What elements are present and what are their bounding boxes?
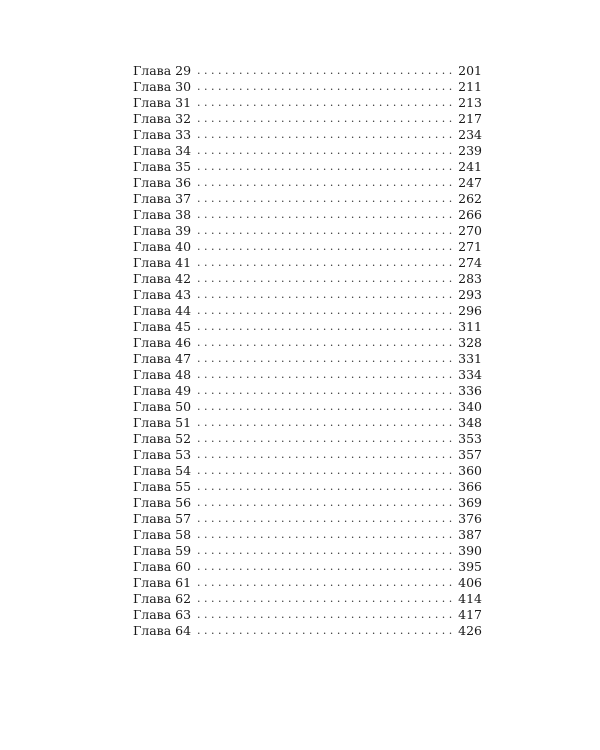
- toc-entry-title: Глава 58: [133, 527, 192, 542]
- dot-leader: [197, 351, 455, 367]
- dot-leader: [197, 575, 455, 591]
- toc-entry-page-number: 274: [458, 255, 482, 270]
- toc-entry-page-number: 348: [458, 415, 482, 430]
- toc-entry-page-number: 234: [458, 127, 482, 142]
- toc-entry[interactable]: [133, 63, 482, 79]
- toc-entry-title: Глава 29: [133, 63, 192, 78]
- dot-leader: [197, 127, 455, 143]
- dot-leader: [197, 559, 455, 575]
- toc-entry-page-number: 387: [458, 527, 482, 542]
- toc-entry-page-number: 331: [458, 351, 482, 366]
- dot-leader: [197, 319, 455, 335]
- toc-entry-title: Глава 45: [133, 319, 192, 334]
- dot-leader: [197, 63, 455, 79]
- dot-leader: [197, 303, 455, 319]
- toc-entry-title: Глава 60: [133, 559, 192, 574]
- toc-entry[interactable]: [133, 143, 482, 159]
- toc-entry[interactable]: [133, 367, 482, 383]
- toc-entry-title: Глава 37: [133, 191, 192, 206]
- toc-entry-page-number: 328: [458, 335, 482, 350]
- toc-entry-page-number: 201: [458, 63, 482, 78]
- dot-leader: [197, 591, 455, 607]
- toc-entry-title: Глава 64: [133, 623, 192, 638]
- dot-leader: [197, 431, 455, 447]
- toc-entry-title: Глава 41: [133, 255, 192, 270]
- toc-entry-page-number: 266: [458, 207, 482, 222]
- toc-entry-title: Глава 54: [133, 463, 192, 478]
- dot-leader: [197, 463, 455, 479]
- toc-entry-page-number: 334: [458, 367, 482, 382]
- toc-entry-title: Глава 52: [133, 431, 192, 446]
- toc-entry-page-number: 369: [458, 495, 482, 510]
- toc-entry[interactable]: [133, 207, 482, 223]
- dot-leader: [197, 159, 455, 175]
- toc-entry[interactable]: [133, 351, 482, 367]
- toc-entry-page-number: 414: [458, 591, 482, 606]
- toc-entry[interactable]: [133, 527, 482, 543]
- toc-entry-title: Глава 36: [133, 175, 192, 190]
- toc-entry-title: Глава 31: [133, 95, 192, 110]
- toc-entry-page-number: 390: [458, 543, 482, 558]
- toc-entry[interactable]: [133, 463, 482, 479]
- toc-entry-page-number: 217: [458, 111, 482, 126]
- table-of-contents: [133, 63, 482, 639]
- dot-leader: [197, 287, 455, 303]
- dot-leader: [197, 623, 455, 639]
- toc-entry[interactable]: [133, 127, 482, 143]
- toc-entry-page-number: 241: [458, 159, 482, 174]
- dot-leader: [197, 447, 455, 463]
- toc-entry-title: Глава 42: [133, 271, 192, 286]
- toc-entry[interactable]: [133, 79, 482, 95]
- dot-leader: [197, 607, 455, 623]
- dot-leader: [197, 255, 455, 271]
- toc-entry[interactable]: [133, 191, 482, 207]
- toc-entry-page-number: 262: [458, 191, 482, 206]
- toc-entry-title: Глава 46: [133, 335, 192, 350]
- toc-entry-page-number: 357: [458, 447, 482, 462]
- toc-entry-title: Глава 33: [133, 127, 192, 142]
- dot-leader: [197, 143, 455, 159]
- toc-entry[interactable]: [133, 175, 482, 191]
- dot-leader: [197, 239, 455, 255]
- dot-leader: [197, 175, 455, 191]
- dot-leader: [197, 271, 455, 287]
- toc-entry-page-number: 340: [458, 399, 482, 414]
- dot-leader: [197, 511, 455, 527]
- toc-entry[interactable]: [133, 159, 482, 175]
- toc-entry-title: Глава 50: [133, 399, 192, 414]
- dot-leader: [197, 479, 455, 495]
- dot-leader: [197, 95, 455, 111]
- toc-entry[interactable]: [133, 383, 482, 399]
- toc-entry[interactable]: [133, 255, 482, 271]
- toc-entry-title: Глава 40: [133, 239, 192, 254]
- toc-entry[interactable]: [133, 575, 482, 591]
- toc-entry[interactable]: [133, 431, 482, 447]
- toc-entry-title: Глава 57: [133, 511, 192, 526]
- toc-entry-page-number: 270: [458, 223, 482, 238]
- dot-leader: [197, 383, 455, 399]
- toc-entry[interactable]: [133, 303, 482, 319]
- toc-entry-title: Глава 39: [133, 223, 192, 238]
- toc-entry-page-number: 395: [458, 559, 482, 574]
- toc-entry[interactable]: [133, 495, 482, 511]
- toc-entry[interactable]: [133, 287, 482, 303]
- toc-entry-title: Глава 55: [133, 479, 192, 494]
- toc-entry-title: Глава 63: [133, 607, 192, 622]
- toc-entry-page-number: 271: [458, 239, 482, 254]
- toc-entry-page-number: 366: [458, 479, 482, 494]
- toc-entry-title: Глава 62: [133, 591, 192, 606]
- toc-entry-page-number: 406: [458, 575, 482, 590]
- dot-leader: [197, 543, 455, 559]
- toc-entry[interactable]: [133, 223, 482, 239]
- toc-entry-title: Глава 30: [133, 79, 192, 94]
- toc-entry[interactable]: [133, 623, 482, 639]
- toc-entry[interactable]: [133, 95, 482, 111]
- dot-leader: [197, 527, 455, 543]
- dot-leader: [197, 111, 455, 127]
- toc-entry[interactable]: [133, 607, 482, 623]
- toc-entry-title: Глава 32: [133, 111, 192, 126]
- toc-entry[interactable]: [133, 271, 482, 287]
- dot-leader: [197, 495, 455, 511]
- toc-entry-page-number: 417: [458, 607, 482, 622]
- toc-entry-title: Глава 61: [133, 575, 192, 590]
- dot-leader: [197, 399, 455, 415]
- dot-leader: [197, 79, 455, 95]
- toc-entry[interactable]: [133, 511, 482, 527]
- toc-entry-title: Глава 38: [133, 207, 192, 222]
- toc-entry[interactable]: [133, 319, 482, 335]
- toc-entry-page-number: 213: [458, 95, 482, 110]
- dot-leader: [197, 223, 455, 239]
- dot-leader: [197, 191, 455, 207]
- toc-entry[interactable]: [133, 111, 482, 127]
- toc-entry-page-number: 296: [458, 303, 482, 318]
- toc-entry[interactable]: [133, 479, 482, 495]
- toc-entry-page-number: 376: [458, 511, 482, 526]
- toc-entry-title: Глава 59: [133, 543, 192, 558]
- toc-entry-title: Глава 35: [133, 159, 192, 174]
- toc-entry-title: Глава 51: [133, 415, 192, 430]
- toc-entry[interactable]: [133, 591, 482, 607]
- toc-entry[interactable]: [133, 559, 482, 575]
- toc-entry-title: Глава 49: [133, 383, 192, 398]
- toc-entry[interactable]: [133, 399, 482, 415]
- toc-entry-page-number: 293: [458, 287, 482, 302]
- dot-leader: [197, 415, 455, 431]
- toc-entry[interactable]: [133, 415, 482, 431]
- toc-entry-title: Глава 56: [133, 495, 192, 510]
- toc-entry-page-number: 211: [458, 79, 482, 94]
- toc-entry-title: Глава 53: [133, 447, 192, 462]
- toc-entry-title: Глава 47: [133, 351, 192, 366]
- toc-entry-page-number: 239: [458, 143, 482, 158]
- toc-entry-page-number: 336: [458, 383, 482, 398]
- toc-entry-page-number: 247: [458, 175, 482, 190]
- toc-entry[interactable]: [133, 543, 482, 559]
- dot-leader: [197, 367, 455, 383]
- toc-entry[interactable]: [133, 447, 482, 463]
- toc-entry-title: Глава 48: [133, 367, 192, 382]
- toc-entry-page-number: 311: [458, 319, 482, 334]
- toc-entry-page-number: 283: [458, 271, 482, 286]
- dot-leader: [197, 335, 455, 351]
- toc-entry-page-number: 426: [458, 623, 482, 638]
- toc-entry[interactable]: [133, 335, 482, 351]
- dot-leader: [197, 207, 455, 223]
- toc-entry-page-number: 353: [458, 431, 482, 446]
- toc-entry-title: Глава 44: [133, 303, 192, 318]
- toc-entry-page-number: 360: [458, 463, 482, 478]
- toc-entry[interactable]: [133, 239, 482, 255]
- toc-entry-title: Глава 34: [133, 143, 192, 158]
- toc-entry-title: Глава 43: [133, 287, 192, 302]
